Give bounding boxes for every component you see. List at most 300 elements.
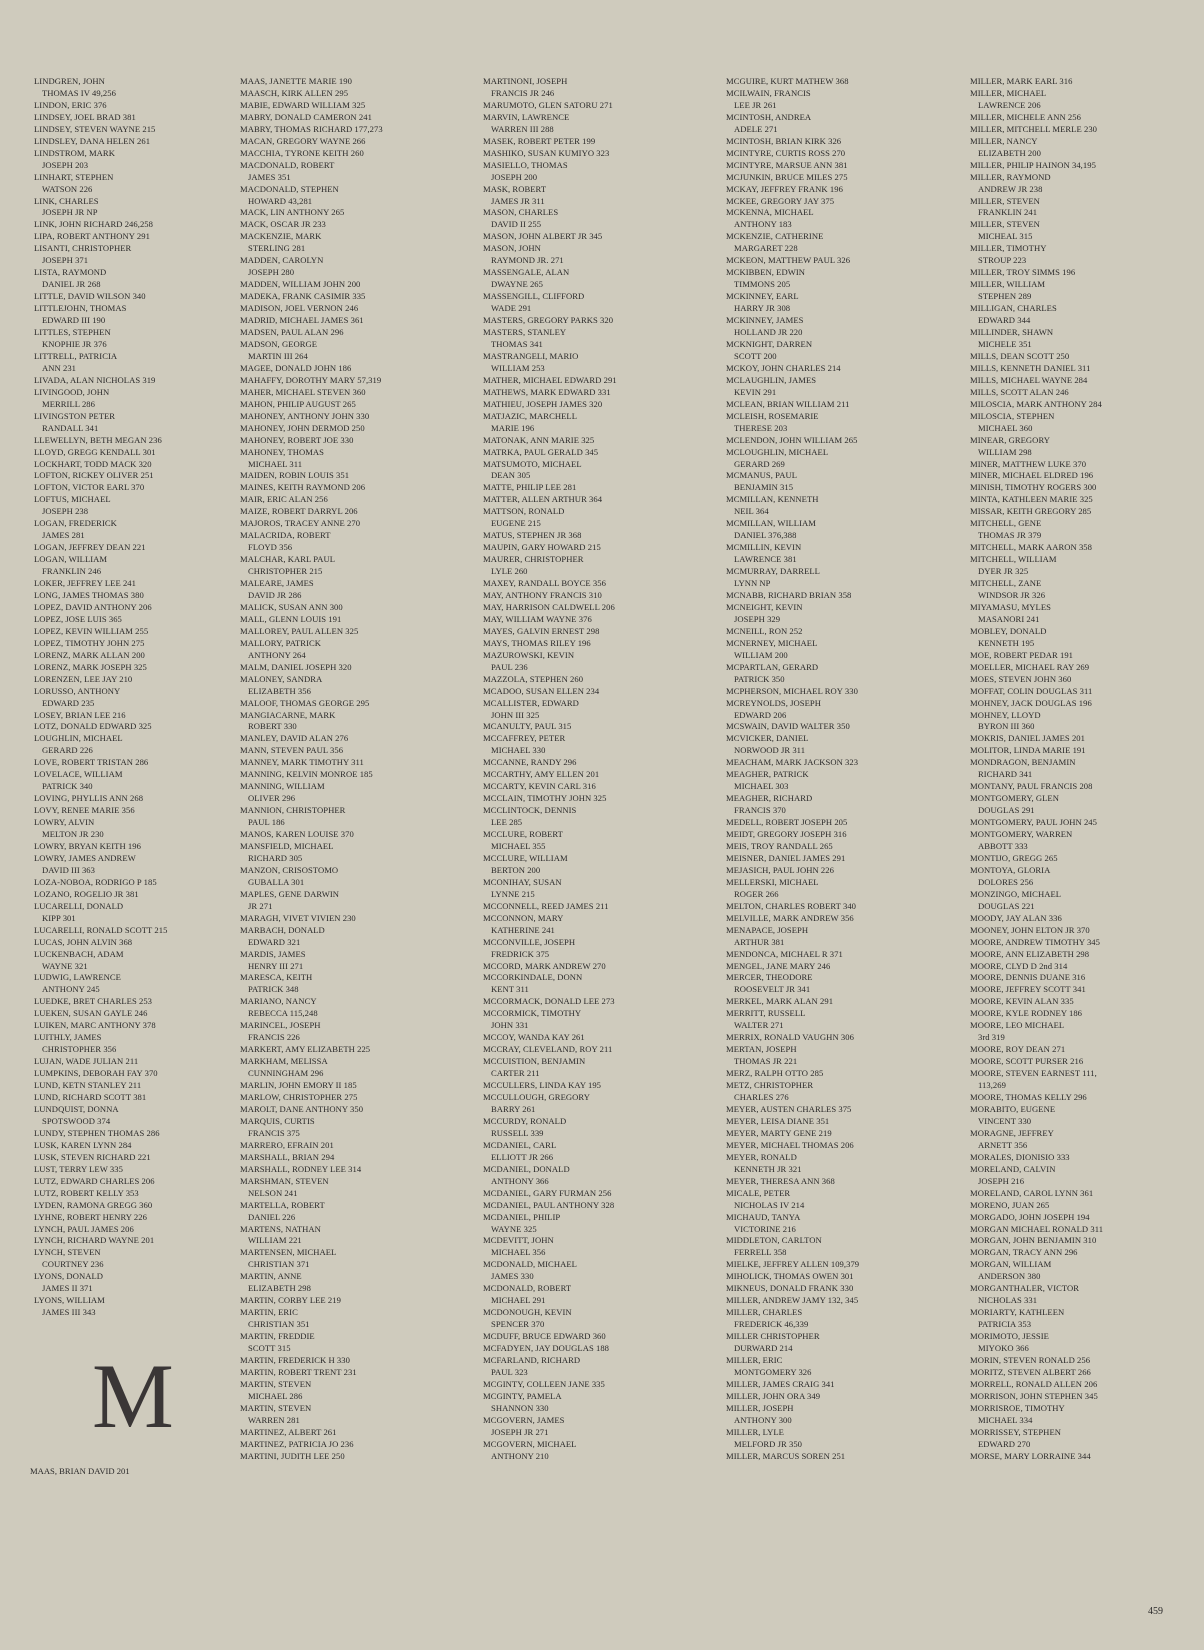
index-entry <box>240 829 383 841</box>
index-entry <box>483 1188 617 1200</box>
index-entry-continuation: LYLE 260 <box>491 566 528 577</box>
index-entry-name: MANNION, CHRISTOPHER <box>240 805 346 816</box>
index-entry <box>726 1212 859 1236</box>
index-entry <box>34 494 167 518</box>
index-entry-name: LOFTON, VICTOR EARL 370 <box>34 482 145 493</box>
index-entry <box>970 578 1103 602</box>
index-entry <box>726 494 859 518</box>
index-entry-name: MARTINEZ, PATRICIA JO 236 <box>240 1438 354 1449</box>
index-entry <box>970 1188 1103 1200</box>
index-entry-continuation: FRANKLIN 241 <box>978 207 1038 218</box>
index-entry <box>970 1259 1103 1283</box>
index-entry-name: MCCUISTION, BENJAMIN <box>483 1056 586 1067</box>
index-entry-name: MATTE, PHILIP LEE 281 <box>483 482 577 493</box>
index-entry-continuation: WILLIAM 253 <box>491 362 545 373</box>
index-entry-continuation: JOSEPH 203 <box>42 159 89 170</box>
index-entry-name: MAROLT, DANE ANTHONY 350 <box>240 1103 364 1114</box>
index-entry <box>34 1056 167 1068</box>
index-entry <box>483 769 617 781</box>
index-entry <box>34 459 167 471</box>
index-entry-name: LIPA, ROBERT ANTHONY 291 <box>34 231 150 242</box>
index-entry-name: MARDIS, JAMES <box>240 948 306 959</box>
index-entry-name: MILLER, MICHAEL <box>970 87 1047 98</box>
index-entry <box>240 279 383 291</box>
index-entry <box>483 805 617 829</box>
index-entry-continuation: MICHAEL 291 <box>491 1295 546 1306</box>
index-entry-continuation: GERARD 226 <box>42 745 93 756</box>
index-entry-continuation: MARTIN III 264 <box>248 350 308 361</box>
index-entry <box>34 889 167 901</box>
index-entry-name: MOBLEY, DONALD <box>970 625 1047 636</box>
index-entry-continuation: SHANNON 330 <box>491 1402 549 1413</box>
index-entry <box>483 1439 617 1463</box>
index-entry <box>483 1331 617 1343</box>
index-entry <box>240 1176 383 1200</box>
index-entry <box>726 1128 859 1140</box>
index-entry <box>483 733 617 757</box>
index-entry-continuation: NORWOOD JR 311 <box>734 745 806 756</box>
index-entry-continuation: WALTER 271 <box>734 1020 784 1031</box>
index-entry <box>970 1068 1103 1092</box>
index-entry <box>726 638 859 662</box>
index-entry-name: MCDEVITT, JOHN <box>483 1235 554 1246</box>
index-entry-name: MORELAND, CALVIN <box>970 1163 1056 1174</box>
index-entry-name: MINTA, KATHLEEN MARIE 325 <box>970 494 1093 505</box>
index-entry <box>726 1355 859 1379</box>
index-entry-name: MCCLURE, ROBERT <box>483 829 563 840</box>
index-entry-continuation: NEIL 364 <box>734 506 769 517</box>
index-entry-name: MALEARE, JAMES <box>240 578 314 589</box>
index-entry-continuation: JOSEPH 216 <box>978 1175 1025 1186</box>
index-entry-name: LITTLE, DAVID WILSON 340 <box>34 291 146 302</box>
index-entry <box>34 1128 167 1140</box>
index-entry-continuation: WADE 291 <box>491 303 532 314</box>
index-entry <box>240 1307 383 1331</box>
index-entry-continuation: THOMAS JR 221 <box>734 1056 798 1067</box>
index-entry-name: LUJAN, WADE JULIAN 211 <box>34 1056 139 1067</box>
index-entry-name: LOTZ, DONALD EDWARD 325 <box>34 721 152 732</box>
index-entry <box>34 841 167 853</box>
index-entry-continuation: COURTNEY 236 <box>42 1259 104 1270</box>
index-entry <box>970 435 1103 459</box>
index-entry-continuation: STERLING 281 <box>248 243 306 254</box>
index-entry-continuation: JAMES 281 <box>42 530 85 541</box>
index-entry <box>726 184 859 196</box>
index-entry-name: LINDGREN, JOHN <box>34 76 105 86</box>
index-entry <box>240 554 383 578</box>
index-entry-name: MCCULLERS, LINDA KAY 195 <box>483 1080 602 1091</box>
index-entry-continuation: ABBOTT 333 <box>978 841 1028 851</box>
index-entry-name: LIVADA, ALAN NICHOLAS 319 <box>34 374 156 385</box>
index-entry <box>726 1331 859 1355</box>
index-entry-continuation: MONTGOMERY 326 <box>734 1366 812 1377</box>
index-entry <box>970 961 1103 973</box>
index-entry <box>240 757 383 769</box>
index-entry <box>34 1008 167 1020</box>
index-entry <box>34 901 167 925</box>
index-entry <box>970 650 1103 662</box>
index-entry-name: MCCORMACK, DONALD LEE 273 <box>483 996 615 1007</box>
index-entry <box>726 865 859 877</box>
index-entry <box>240 411 383 423</box>
index-entry-continuation: KEVIN 291 <box>734 386 777 397</box>
index-entry-continuation: EDWARD III 190 <box>42 315 106 326</box>
index-entry <box>240 841 383 865</box>
index-entry <box>483 721 617 733</box>
index-entry-name: MINEAR, GREGORY <box>970 434 1051 445</box>
index-entry-continuation: MICHAEL 330 <box>491 745 546 756</box>
index-entry-name: LUDWIG, LAWRENCE <box>34 972 121 983</box>
index-entry-name: MAIR, ERIC ALAN 256 <box>240 494 328 505</box>
index-entry <box>726 1188 859 1212</box>
index-entry <box>240 88 383 100</box>
index-entry-continuation: RICHARD 341 <box>978 769 1033 780</box>
index-entry <box>726 148 859 160</box>
index-entry-continuation: EUGENE 215 <box>491 518 541 529</box>
index-entry <box>483 435 617 447</box>
index-entry <box>726 913 859 925</box>
index-entry-name: MACCHIA, TYRONE KEITH 260 <box>240 147 364 158</box>
index-entry-name: MADSON, GEORGE <box>240 338 318 349</box>
index-entry-name: MARTENSEN, MICHAEL <box>240 1247 337 1258</box>
index-entry-name: MANLEY, DAVID ALAN 276 <box>240 733 349 744</box>
index-entry-name: MILLER, TROY SIMMS 196 <box>970 267 1076 278</box>
index-entry-continuation: FERRELL 358 <box>734 1247 787 1258</box>
index-entry-name: MCMILLIN, KEVIN <box>726 542 802 553</box>
index-entry <box>726 136 859 148</box>
index-entry-name: MCMURRAY, DARRELL <box>726 566 820 577</box>
index-entry-name: MANN, STEVEN PAUL 356 <box>240 745 344 756</box>
index-entry-name: MASTRANGELI, MARIO <box>483 350 579 361</box>
index-entry-name: LUTZ, EDWARD CHARLES 206 <box>34 1175 155 1186</box>
index-entry <box>34 614 167 626</box>
index-entry-name: MORIN, STEVEN RONALD 256 <box>970 1354 1091 1365</box>
index-entry <box>483 76 617 100</box>
index-entry-continuation: VICTORINE 216 <box>734 1223 796 1234</box>
index-entry <box>970 829 1103 853</box>
index-entry-continuation: ELIZABETH 298 <box>248 1283 311 1294</box>
index-entry-continuation: EDWARD 206 <box>734 709 787 720</box>
index-entry <box>240 733 383 745</box>
index-entry <box>483 1307 617 1331</box>
index-entry <box>726 996 859 1008</box>
index-entry <box>34 136 167 148</box>
index-entry <box>483 1343 617 1355</box>
index-entry <box>483 1164 617 1188</box>
index-entry-continuation: JAMES II 371 <box>42 1283 93 1294</box>
index-entry-continuation: 3rd 319 <box>978 1032 1005 1043</box>
index-entry-name: MERCER, THEODORE <box>726 972 813 983</box>
section-letter: M <box>92 1345 174 1447</box>
index-entry-name: MORRELL, RONALD ALLEN 206 <box>970 1378 1098 1389</box>
index-entry-continuation: MICHELE 351 <box>978 338 1032 349</box>
index-entry <box>34 554 167 578</box>
index-entry-name: MCKEON, MATTHEW PAUL 326 <box>726 255 851 266</box>
index-entry-name: MCCONVILLE, JOSEPH <box>483 936 576 947</box>
index-entry <box>726 817 859 829</box>
index-entry-name: MCLEAN, BRIAN WILLIAM 211 <box>726 398 850 409</box>
index-entry <box>726 829 859 841</box>
index-entry <box>970 1020 1103 1044</box>
index-entry-name: MCGINTY, COLLEEN JANE 335 <box>483 1378 605 1389</box>
index-entry <box>240 530 383 554</box>
index-entry-continuation: DOUGLAS 221 <box>978 900 1035 911</box>
index-entry-name: MORABITO, EUGENE <box>970 1103 1056 1114</box>
index-entry-name: MCLENDON, JOHN WILLIAM 265 <box>726 434 858 445</box>
index-entry-continuation: CHRISTOPHER 356 <box>42 1044 117 1055</box>
index-entry <box>240 470 383 482</box>
index-entry-name: MASSENGILL, CLIFFORD <box>483 291 585 302</box>
index-entry-name: MANSFIELD, MICHAEL <box>240 841 334 851</box>
index-entry-name: MCGOVERN, JAMES <box>483 1414 565 1425</box>
index-entry-name: MARIANO, NANCY <box>240 996 317 1007</box>
index-entry-name: MARLIN, JOHN EMORY II 185 <box>240 1080 357 1091</box>
index-entry-name: MEIDT, GREGORY JOSEPH 316 <box>726 829 847 840</box>
index-entry <box>34 1020 167 1032</box>
index-entry <box>726 949 859 961</box>
index-entry <box>726 231 859 255</box>
index-entry-name: MILLS, KENNETH DANIEL 311 <box>970 362 1091 373</box>
index-entry-continuation: GUBALLA 301 <box>248 876 305 887</box>
index-entry-name: MARTELLA, ROBERT <box>240 1199 325 1210</box>
index-entry <box>483 793 617 805</box>
index-entry-continuation: PATRICK 348 <box>248 984 299 995</box>
index-entry-name: MOHNEY, JACK DOUGLAS 196 <box>970 697 1092 708</box>
index-entry <box>34 650 167 662</box>
index-entry-name: MCPHERSON, MICHAEL ROY 330 <box>726 685 858 696</box>
index-entry <box>726 1068 859 1080</box>
index-entry-name: MCKINNEY, EARL <box>726 291 799 302</box>
index-entry <box>970 1044 1103 1056</box>
index-entry <box>970 913 1103 925</box>
index-entry-name: MCNEILL, RON 252 <box>726 625 803 636</box>
index-entry-name: LORENZEN, LEE JAY 210 <box>34 673 133 684</box>
index-entry-name: MOODY, JAY ALAN 336 <box>970 912 1062 923</box>
index-entry <box>240 1367 383 1379</box>
index-entry <box>970 817 1103 829</box>
index-entry-continuation: FREDRICK 375 <box>491 948 550 959</box>
index-entry-name: MCLEISH, ROSEMARIE <box>726 410 819 421</box>
index-entry-continuation: CUNNINGHAM 296 <box>248 1068 324 1079</box>
index-entry-continuation: FREDERICK 46,339 <box>734 1319 809 1330</box>
index-entry-name: MCILWAIN, FRANCIS <box>726 87 811 98</box>
index-entry-name: MOELLER, MICHAEL RAY 269 <box>970 661 1090 672</box>
index-entry <box>726 1176 859 1188</box>
index-entry-name: MORAGNE, JEFFREY <box>970 1127 1054 1138</box>
index-entry <box>240 375 383 387</box>
index-entry <box>970 1283 1103 1307</box>
index-entry <box>726 1235 859 1259</box>
index-entry <box>970 1056 1103 1068</box>
index-entry <box>483 1391 617 1415</box>
index-entry-continuation: HOLLAND JR 220 <box>734 327 803 338</box>
index-entry-name: MAASCH, KIRK ALLEN 295 <box>240 87 349 98</box>
index-entry <box>34 805 167 817</box>
index-entry <box>483 972 617 996</box>
index-entry-continuation: NELSON 241 <box>248 1187 298 1198</box>
index-entry-continuation: GERARD 269 <box>734 458 785 469</box>
index-entry-name: MAXEY, RANDALL BOYCE 356 <box>483 578 606 589</box>
index-entry-name: LUCAS, JOHN ALVIN 368 <box>34 936 133 947</box>
index-entry-continuation: DAVID JR 286 <box>248 589 302 600</box>
index-entry-name: LOUGHLIN, MICHAEL <box>34 733 123 744</box>
index-entry <box>726 972 859 996</box>
index-entry <box>483 757 617 769</box>
index-entry-continuation: ELIZABETH 200 <box>978 147 1041 158</box>
index-entry-name: MARTIN, ANNE <box>240 1271 302 1282</box>
index-entry-name: MACK, OSCAR JR 233 <box>240 219 326 230</box>
index-entry-name: LUEKEN, SUSAN GAYLE 246 <box>34 1008 148 1019</box>
index-entry-name: MCDONALD, MICHAEL <box>483 1259 577 1270</box>
index-entry-name: LYNCH, RICHARD WAYNE 201 <box>34 1235 155 1246</box>
index-entry-name: MCCORMICK, TIMOTHY <box>483 1008 582 1019</box>
index-entry <box>970 1307 1103 1331</box>
index-entry <box>483 961 617 973</box>
index-entry-name: MALICK, SUSAN ANN 300 <box>240 601 343 612</box>
index-entry-name: MINER, MICHAEL ELDRED 196 <box>970 470 1094 481</box>
index-entry-name: LOZANO, ROGELIO JR 381 <box>34 888 139 899</box>
index-entry-name: MACDONALD, ROBERT <box>240 159 335 170</box>
index-entry-name: MADISON, JOEL VERNON 246 <box>240 303 359 314</box>
index-entry <box>970 1331 1103 1355</box>
index-entry <box>34 925 167 937</box>
index-entry-name: MILLS, MICHAEL WAYNE 284 <box>970 374 1088 385</box>
index-entry <box>34 542 167 554</box>
index-entry-name: MCLAUGHLIN, JAMES <box>726 374 817 385</box>
index-entry <box>240 1247 383 1271</box>
index-entry-name: LUCARELLI, DONALD <box>34 900 124 911</box>
index-entry <box>483 315 617 327</box>
index-entry <box>726 1403 859 1427</box>
index-entry-name: MARAGH, VIVET VIVIEN 230 <box>240 912 356 923</box>
index-entry-name: MONTGOMERY, WARREN <box>970 829 1073 840</box>
index-entry-name: LITTRELL, PATRICIA <box>34 350 118 361</box>
index-entry <box>483 638 617 650</box>
index-entry-continuation: KIPP 301 <box>42 912 76 923</box>
index-entry <box>483 1415 617 1439</box>
index-entry-name: MARBACH, DONALD <box>240 924 325 935</box>
index-entry-name: MOORE, KYLE RODNEY 186 <box>970 1008 1083 1019</box>
index-entry-name: LUTZ, ROBERT KELLY 353 <box>34 1187 139 1198</box>
index-entry-name: MAHONEY, THOMAS <box>240 446 324 457</box>
index-entry-name: MASTERS, GREGORY PARKS 320 <box>483 315 614 326</box>
index-entry-continuation: MICHAEL 356 <box>491 1247 546 1258</box>
index-entry-name: MCKENNA, MICHAEL <box>726 207 814 218</box>
index-entry <box>970 172 1103 196</box>
index-entry-name: MOORE, LEO MICHAEL <box>970 1020 1065 1031</box>
index-entry <box>240 913 383 925</box>
index-entry-continuation: CHRISTOPHER 215 <box>248 566 323 577</box>
index-entry <box>34 435 167 447</box>
index-entry-name: MAHONEY, ANTHONY JOHN 330 <box>240 410 370 421</box>
index-entry <box>726 590 859 602</box>
index-entry <box>240 889 383 913</box>
index-entry-name: LUND, KETN STANLEY 211 <box>34 1080 142 1091</box>
index-entry-continuation: ANTHONY 366 <box>491 1175 549 1186</box>
index-entry-continuation: SCOTT 315 <box>248 1343 291 1354</box>
index-entry <box>240 1044 383 1056</box>
index-entry-name: MASTERS, STANLEY <box>483 327 567 338</box>
index-entry-name: MCCLINTOCK, DENNIS <box>483 805 577 816</box>
index-entry <box>240 315 383 327</box>
index-entry-continuation: MARGARET 228 <box>734 243 798 254</box>
index-entry-continuation: THOMAS IV 49,256 <box>42 87 116 98</box>
index-entry <box>34 877 167 889</box>
index-entry <box>240 638 383 662</box>
index-entry <box>970 267 1103 279</box>
index-entry-continuation: ROGER 266 <box>734 888 779 899</box>
index-entry-continuation: JOSEPH 200 <box>491 171 538 182</box>
index-entry <box>240 972 383 996</box>
index-entry-name: MORSE, MARY LORRAINE 344 <box>970 1450 1091 1461</box>
index-entry-continuation: JR 271 <box>248 900 273 911</box>
index-entry <box>34 1247 167 1271</box>
index-entry-name: MCKIBBEN, EDWIN <box>726 267 806 278</box>
index-entry-continuation: ELLIOTT JR 266 <box>491 1151 554 1162</box>
index-entry-name: LYONS, DONALD <box>34 1271 104 1282</box>
index-entry <box>970 1152 1103 1164</box>
index-entry-name: MAZUROWSKI, KEVIN <box>483 649 575 660</box>
index-entry-name: MORELAND, CAROL LYNN 361 <box>970 1187 1094 1198</box>
index-entry-name: MILLER, MICHELE ANN 256 <box>970 111 1081 122</box>
index-entry <box>240 698 383 710</box>
index-entry-name: MORGANTHALER, VICTOR <box>970 1283 1080 1294</box>
index-entry-continuation: VINCENT 330 <box>978 1115 1032 1126</box>
index-entry <box>34 411 167 435</box>
index-entry <box>726 1283 859 1295</box>
index-entry <box>34 172 167 196</box>
index-entry <box>970 279 1103 303</box>
index-entry-name: MCINTOSH, BRIAN KIRK 326 <box>726 135 842 146</box>
index-entry-name: LOFTUS, MICHAEL <box>34 494 111 505</box>
index-entry <box>483 184 617 208</box>
index-entry <box>970 972 1103 984</box>
index-entry-continuation: DWAYNE 265 <box>491 279 543 290</box>
index-entry-name: MCMILLAN, WILLIAM <box>726 518 816 529</box>
index-entry-continuation: CARTER 211 <box>491 1068 540 1079</box>
index-entry-name: MCKINNEY, JAMES <box>726 315 804 326</box>
index-entry <box>970 745 1103 757</box>
index-entry-continuation: SPENCER 370 <box>491 1319 545 1330</box>
index-entry <box>970 518 1103 542</box>
index-entry-name: MOES, STEVEN JOHN 360 <box>970 673 1072 684</box>
index-entry-name: MABIE, EDWARD WILLIAM 325 <box>240 99 366 110</box>
index-entry-name: LOPEZ, DAVID ANTHONY 206 <box>34 601 152 612</box>
index-entry-continuation: CHARLES 276 <box>734 1092 789 1103</box>
index-entry-name: MIHOLICK, THOMAS OWEN 301 <box>726 1271 854 1282</box>
index-entry <box>970 459 1103 471</box>
index-entry-name: MABRY, DONALD CAMERON 241 <box>240 111 372 122</box>
index-entry <box>34 1104 167 1128</box>
index-entry <box>483 506 617 530</box>
index-entry-name: MOKRIS, DANIEL JAMES 201 <box>970 733 1085 744</box>
index-entry-name: MOORE, DENNIS DUANE 316 <box>970 972 1086 983</box>
index-entry <box>34 470 167 482</box>
index-entry-continuation: THERESE 203 <box>734 422 788 433</box>
index-entry-name: MILLER, TIMOTHY <box>970 243 1047 254</box>
index-entry-name: MCFADYEN, JAY DOUGLAS 188 <box>483 1343 610 1354</box>
index-entry-continuation: FRANCIS 226 <box>248 1032 300 1043</box>
index-entry <box>726 1391 859 1403</box>
index-entry <box>34 937 167 949</box>
index-entry-name: MERZ, RALPH OTTO 285 <box>726 1068 824 1079</box>
index-entry <box>240 1056 383 1080</box>
index-entry <box>240 949 383 973</box>
index-entry <box>240 1331 383 1355</box>
index-entry-name: LYONS, WILLIAM <box>34 1295 105 1306</box>
index-entry-name: LOVING, PHYLLIS ANN 268 <box>34 793 144 804</box>
index-entry <box>240 1116 383 1140</box>
